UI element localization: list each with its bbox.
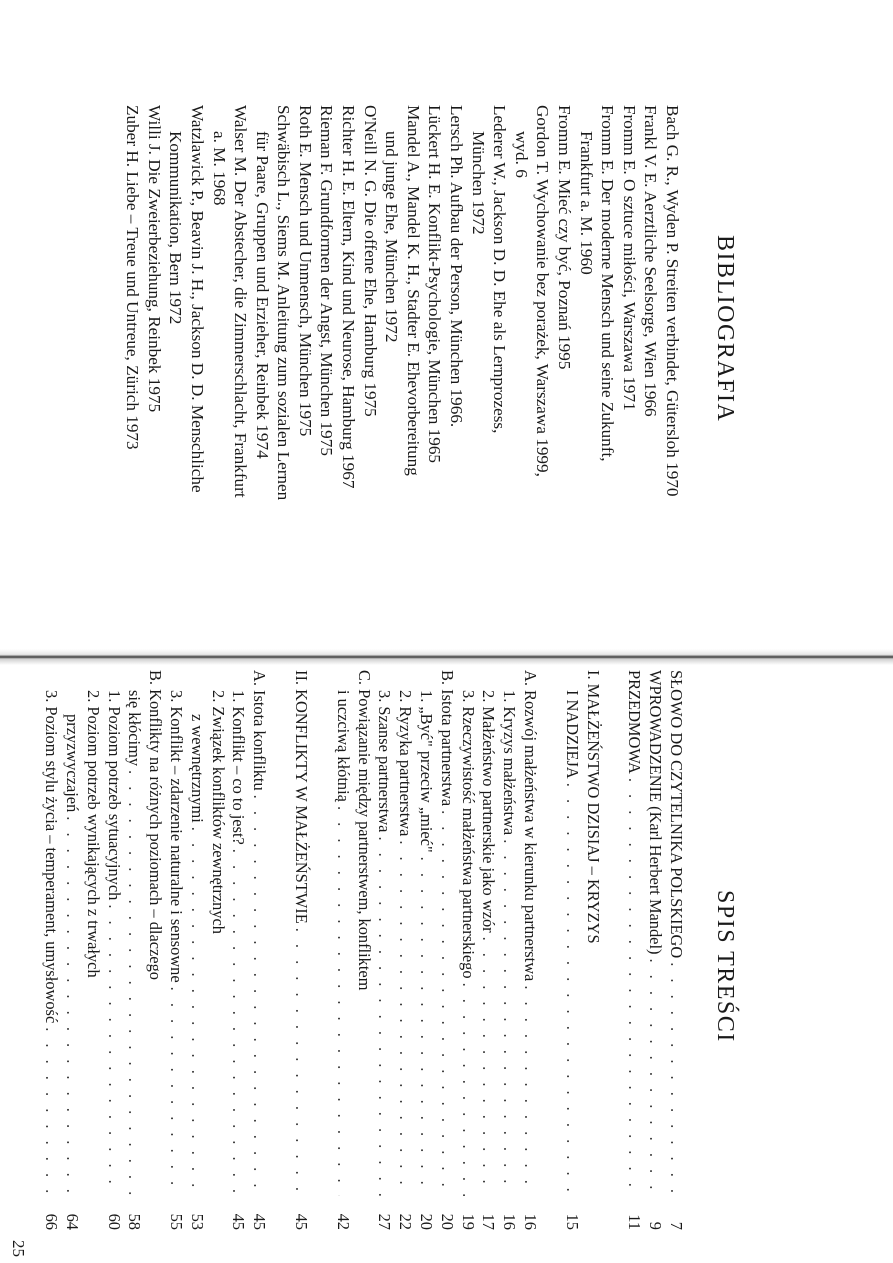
toc-leader-dots bbox=[186, 827, 207, 1196]
bibliography-line: Roth E. Mensch und Unmensch, München 1975 bbox=[295, 105, 315, 437]
toc-entry-page: 45 bbox=[229, 1213, 249, 1230]
toc-entry[interactable] bbox=[624, 670, 645, 1230]
toc-entry[interactable] bbox=[124, 670, 145, 1230]
toc-entry[interactable] bbox=[207, 670, 228, 1230]
toc-entry[interactable] bbox=[82, 670, 103, 1230]
toc-entry-page: 60 bbox=[104, 1213, 124, 1230]
toc-spacer bbox=[311, 670, 332, 1230]
toc-entry-title: B. Istota partnerstwa bbox=[437, 670, 457, 807]
toc-entry-title: I. MAŁŻEŃSTWO DZISIAJ – KRYZYS bbox=[583, 670, 603, 944]
page-number: 25 bbox=[9, 1240, 28, 1257]
bibliography-line: Schwäbisch L., Siems M. Anleitung zum sozialen Lernen bbox=[274, 105, 294, 501]
toc-entry-page: 15 bbox=[562, 1213, 582, 1230]
toc-entry-title: i uczciwą kłótnią bbox=[333, 690, 353, 802]
toc-entry[interactable] bbox=[498, 670, 519, 1230]
toc-entry-page: 45 bbox=[250, 1213, 270, 1230]
toc-entry[interactable] bbox=[561, 670, 582, 1230]
bibliography-line: Mandel A., Mandel K. H., Stadter E. Ehevorbereitung bbox=[403, 105, 423, 476]
toc-entry-title: B. Konflikty na różnych poziomach – dlaczego bbox=[146, 670, 166, 980]
toc-entry-title: 2. Małżeństwo partnerskie jako wzór bbox=[479, 690, 499, 933]
toc-entry[interactable] bbox=[519, 670, 540, 1230]
bibliography-title: BIBLIOGRAFIA bbox=[712, 235, 738, 423]
toc-leader-dots bbox=[248, 795, 269, 1196]
toc-entry-title: 1. Konflikt – co to jest? bbox=[229, 690, 249, 845]
bibliography-line: Watzlawick P., Beavin J. H., Jackson D. D. Menschliche bbox=[187, 105, 207, 493]
toc-entry-page: 11 bbox=[625, 1214, 645, 1230]
table-of-contents-page bbox=[0, 665, 893, 1263]
toc-entry-title: A. Istota konfliktu bbox=[250, 670, 270, 791]
toc-leader-dots bbox=[436, 810, 457, 1196]
toc-entry-page: 58 bbox=[125, 1213, 145, 1230]
toc-entry-title: przyzwyczajeń bbox=[63, 714, 83, 813]
toc-entry[interactable] bbox=[582, 670, 603, 1230]
toc-entry-title: I NADZIEJA bbox=[562, 690, 582, 779]
toc-leader-dots bbox=[374, 836, 395, 1196]
toc-entry[interactable] bbox=[186, 670, 207, 1230]
bibliography-line: a. M. 1968 bbox=[209, 131, 229, 206]
toc-spacer bbox=[540, 670, 561, 1230]
toc-leader-dots bbox=[561, 783, 582, 1196]
toc-entry-title: 2. Związek konfliktów zewnętrznych bbox=[208, 690, 228, 934]
toc-entry-page: 20 bbox=[437, 1213, 457, 1230]
toc-title: SPIS TREŚCI bbox=[712, 890, 738, 1043]
toc-entry-title: 3. Szanse partnerstwa bbox=[375, 690, 395, 833]
toc-leader-dots bbox=[644, 958, 665, 1196]
bibliography-line: Walser M. Der Abstecher, die Zimmerschlacht, Frankfurt bbox=[231, 105, 251, 498]
toc-list bbox=[40, 670, 686, 1230]
toc-entry-page: 7 bbox=[667, 1221, 686, 1230]
toc-entry[interactable] bbox=[457, 670, 478, 1230]
toc-entry[interactable] bbox=[415, 670, 436, 1230]
bibliography-line: Richter H. E. Eltern, Kind und Neurose, Hamburg 1967 bbox=[339, 105, 359, 489]
toc-leader-dots bbox=[290, 928, 311, 1196]
toc-entry-page: 27 bbox=[375, 1213, 395, 1230]
toc-entry-title: 3. Poziom stylu życia – temperament, umysłowość bbox=[42, 690, 62, 1024]
toc-entry-title: 3. Konflikt – zdarzenie naturalne i sensowne bbox=[167, 690, 187, 983]
bibliography-line: Gordon T. Wychowanie bez porażek, Warszawa 1999, bbox=[533, 105, 553, 477]
toc-leader-dots bbox=[165, 987, 186, 1196]
toc-entry-title: WPROWADZENIE (Karl Herbert Mandel) bbox=[646, 670, 666, 955]
toc-entry[interactable] bbox=[353, 670, 374, 1230]
toc-leader-dots bbox=[228, 849, 249, 1196]
toc-entry-page: 42 bbox=[333, 1213, 353, 1230]
bibliography-line: Rieman F. Grundformen der Angst, München 1975 bbox=[317, 105, 337, 456]
toc-spacer bbox=[269, 670, 290, 1230]
toc-entry-title: C. Powiązanie między partnerstwem, konfliktem bbox=[354, 670, 374, 991]
toc-leader-dots bbox=[332, 806, 353, 1196]
toc-entry[interactable] bbox=[248, 670, 269, 1230]
bibliography-line: Kommunikation, Bern 1972 bbox=[166, 131, 186, 325]
toc-entry[interactable] bbox=[394, 670, 415, 1230]
toc-spacer bbox=[603, 670, 624, 1230]
toc-entry-page: 45 bbox=[292, 1213, 312, 1230]
toc-entry-title: PRZEDMOWA bbox=[625, 670, 645, 774]
toc-entry-page: 20 bbox=[417, 1213, 437, 1230]
toc-entry-page: 16 bbox=[500, 1213, 520, 1230]
toc-entry-page: 66 bbox=[42, 1213, 62, 1230]
bibliography-line: für Paare, Gruppen und Erzieher, Reinbek 1974 bbox=[252, 131, 272, 459]
toc-entry[interactable] bbox=[40, 670, 61, 1230]
toc-leader-dots bbox=[415, 857, 436, 1196]
toc-leader-dots bbox=[394, 840, 415, 1196]
toc-entry[interactable] bbox=[103, 670, 124, 1230]
bibliography-line: Fromm E. O sztuce miłości, Warszawa 1971 bbox=[619, 105, 639, 411]
toc-entry-title: 1. „Być" przeciw „mieć" bbox=[417, 690, 437, 853]
toc-entry-title: A. Rozwój małżeństwa w kierunku partnerstwa bbox=[521, 670, 541, 982]
toc-entry-page: 16 bbox=[521, 1213, 541, 1230]
toc-entry[interactable] bbox=[290, 670, 311, 1230]
bibliography-line: Zuber H. Liebe – Treue und Untreue, Zürich 1973 bbox=[123, 105, 143, 450]
toc-entry-page: 17 bbox=[479, 1213, 499, 1230]
bibliography-line: Frankfurt a. M. 1960 bbox=[576, 131, 596, 275]
toc-entry-page: 19 bbox=[458, 1213, 478, 1230]
toc-entry[interactable] bbox=[665, 670, 686, 1230]
toc-entry-page: 55 bbox=[167, 1213, 187, 1230]
toc-entry-title: z wewnętrznymi bbox=[187, 714, 207, 823]
toc-entry-page: 9 bbox=[646, 1221, 666, 1230]
toc-entry[interactable] bbox=[374, 670, 395, 1230]
toc-leader-dots bbox=[124, 770, 145, 1196]
toc-entry[interactable] bbox=[436, 670, 457, 1230]
bibliography-line: Bach G. R., Wyden P. Streiten verbindet, Gütersloh 1970 bbox=[663, 105, 682, 497]
toc-leader-dots bbox=[478, 937, 499, 1196]
toc-entry-title: SŁOWO DO CZYTELNIKA POLSKIEGO bbox=[667, 670, 686, 959]
toc-entry-title: się kłócimy bbox=[125, 690, 145, 767]
toc-entry-page: 64 bbox=[63, 1213, 83, 1230]
toc-entry-page: 22 bbox=[396, 1213, 416, 1230]
toc-entry[interactable] bbox=[644, 670, 665, 1230]
bibliography-line: Lersch Ph. Aufbau der Person, München 1966. bbox=[447, 105, 467, 428]
toc-entry-title: 3. Rzeczywistość małżeństwa partnerskiego bbox=[458, 690, 478, 979]
toc-entry-title: 2. Ryzyka partnerstwa bbox=[396, 690, 416, 837]
toc-leader-dots bbox=[103, 904, 124, 1196]
toc-leader-dots bbox=[498, 839, 519, 1196]
bibliography-line: wyd. 6 bbox=[511, 131, 531, 178]
bibliography-line: München 1972 bbox=[468, 131, 488, 235]
bibliography-line: O'Neill N. G. Die offene Ehe, Hamburg 1975 bbox=[360, 105, 380, 417]
toc-entry[interactable] bbox=[332, 670, 353, 1230]
toc-entry[interactable] bbox=[478, 670, 499, 1230]
toc-entry[interactable] bbox=[144, 670, 165, 1230]
bibliography-line: Fromm E. Der moderne Mensch und seine Zukunft, bbox=[598, 105, 618, 462]
toc-entry-title: 2. Poziom potrzeb wynikających z trwałych bbox=[83, 690, 103, 978]
toc-leader-dots bbox=[40, 1027, 61, 1196]
toc-entry-page: 53 bbox=[187, 1213, 207, 1230]
bibliography-line: Lederer W., Jackson D. D. Ehe als Lernprozess, bbox=[490, 105, 510, 434]
bibliography-line: Fromm E. Mieć czy być, Poznań 1995 bbox=[555, 105, 575, 370]
toc-entry[interactable] bbox=[228, 670, 249, 1230]
toc-leader-dots bbox=[61, 816, 82, 1196]
book-fold bbox=[0, 649, 893, 665]
toc-leader-dots bbox=[519, 985, 540, 1196]
bibliography-list bbox=[122, 105, 683, 625]
toc-leader-dots bbox=[665, 962, 686, 1196]
bibliography-line: und junge Ehe, München 1972 bbox=[382, 131, 402, 343]
toc-leader-dots bbox=[457, 983, 478, 1196]
toc-entry-title: 1. Kryzys małżeństwa bbox=[500, 690, 520, 836]
toc-entry[interactable] bbox=[165, 670, 186, 1230]
toc-leader-dots bbox=[624, 778, 645, 1196]
toc-entry[interactable] bbox=[61, 670, 82, 1230]
bibliography-line: Willi J. Die Zweierbeziehung, Reinbek 1975 bbox=[144, 105, 164, 413]
bibliography-line: Frankl V. E. Aerztliche Seelsorge, Wien 1966 bbox=[641, 105, 661, 417]
toc-entry-title: II. KONFLIKTY W MAŁŻEŃSTWIE bbox=[292, 670, 312, 924]
bibliography-line: Lückert H. E. Konflikt-Psychologie, München 1965 bbox=[425, 105, 445, 464]
toc-entry-title: 1. Poziom potrzeb sytuacyjnych bbox=[104, 690, 124, 901]
